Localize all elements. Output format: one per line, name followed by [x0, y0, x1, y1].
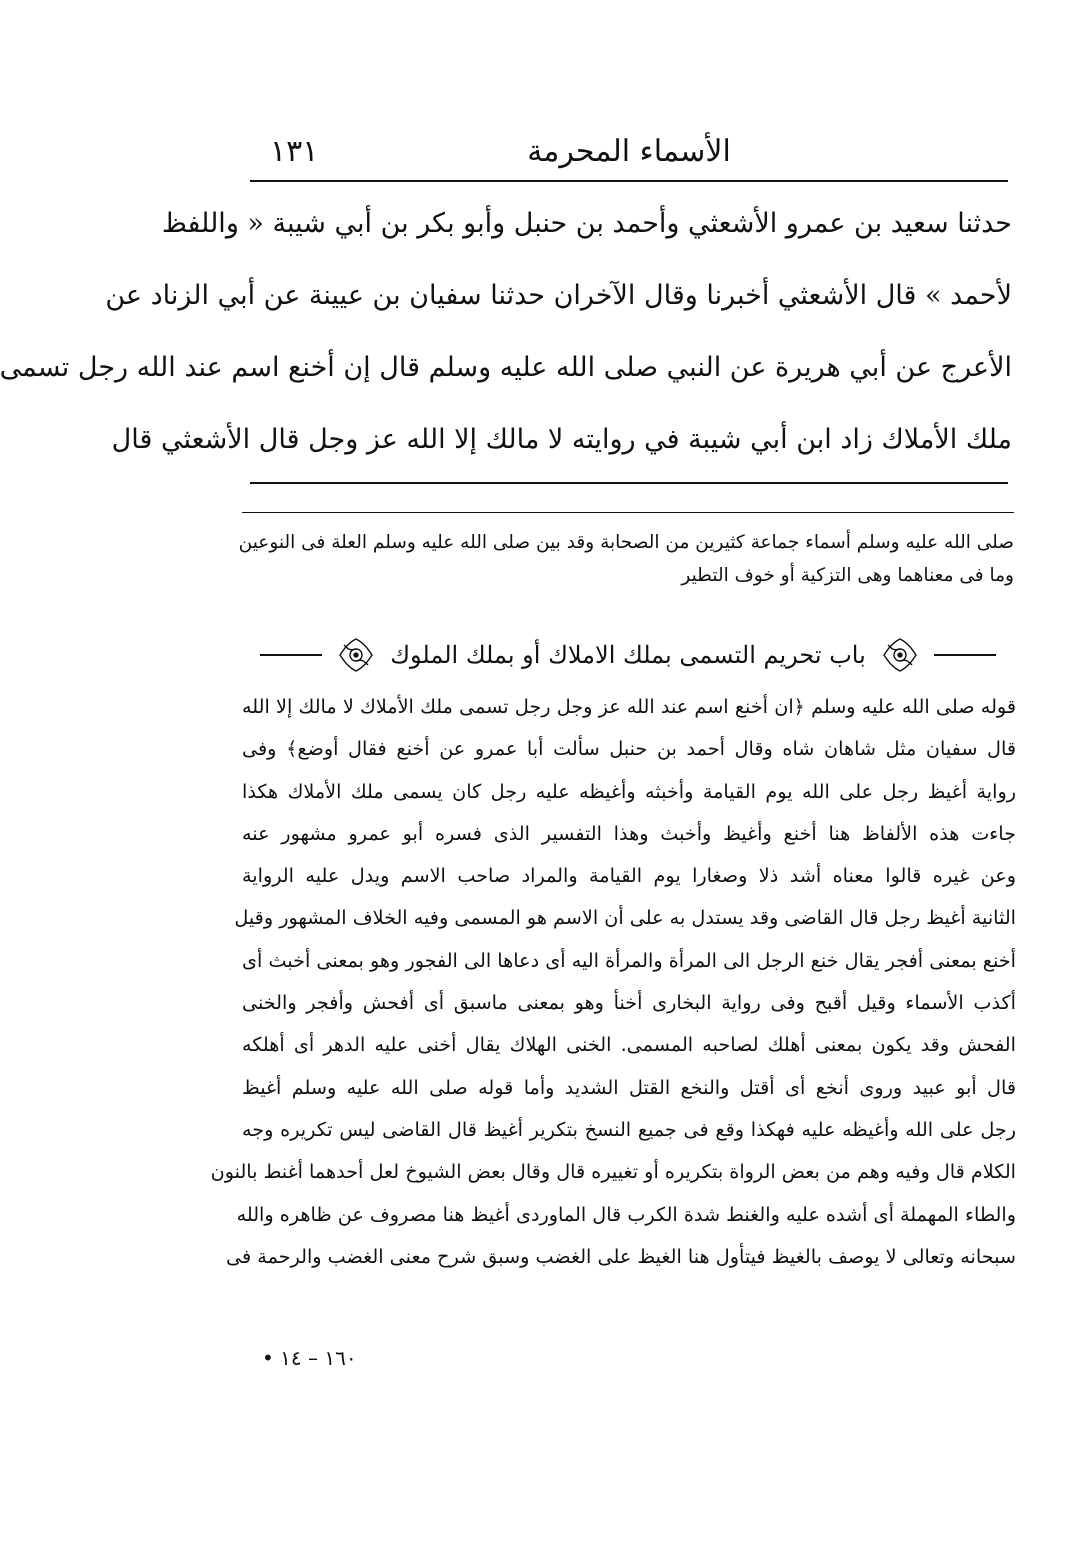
body-line: قوله صلى الله عليه وسلم ﴿ان أخنع اسم عند الله عز وجل رجل تسمى ملك الأملاك لا مالك إلا الله [242, 695, 1016, 718]
body-line: الفحش وقد يكون بمعنى أهلك لصاحبه المسمى. الخنى الهلاك يقال أخنى عليه الدهر أى أهلكه [242, 1033, 1016, 1057]
signature-mark: ١٦٠ – ١٤ • [262, 1346, 357, 1370]
running-title: الأسماء المحرمة [527, 134, 731, 169]
body-line: قال سفيان مثل شاهان شاه وقال أحمد بن حنبل سألت أبا عمرو عن أخنع فقال أوضع﴾ وفى [242, 737, 1016, 761]
commentary-line: وما فى معناهما وهى التزكية أو خوف التطير [681, 565, 1014, 586]
heading-dash-left [260, 654, 322, 656]
body-line: رواية أغيظ رجل على الله يوم القيامة وأخبثه وأغيظه عليه رجل كان يسمى ملك الأملاك هكذا [242, 779, 1016, 803]
heading-dash-right [934, 654, 996, 656]
commentary-rule [242, 512, 1014, 513]
page-number: ١٣١ [270, 134, 319, 169]
floral-ornament-icon [334, 635, 378, 675]
chapter-title: باب تحريم التسمى بملك الاملاك أو بملك الملوك [390, 641, 866, 669]
commentary-line: صلى الله عليه وسلم أسماء جماعة كثيرين من الصحابة وقد بين صلى الله عليه وسلم العلة فى النوعين [238, 532, 1014, 553]
body-line: قال أبو عبيد وروى أنخع أى أقتل والنخع القتل الشديد وأما قوله صلى الله عليه وسلم أغيظ [242, 1075, 1016, 1099]
hadith-text-block [0, 188, 1012, 478]
hadith-line: ملك الأملاك زاد ابن أبي شيبة في روايته لا مالك إلا الله عز وجل قال الأشعثي قال [111, 424, 1012, 455]
body-line: أكذب الأسماء وقيل أقبح وفى رواية البخارى أخنأ وهو بمعنى ماسبق أى أفحش وأفجر والخنى [242, 991, 1016, 1015]
body-line: الثانية أغيظ رجل قال القاضى وقد يستدل به على أن الاسم هو المسمى وفيه الخلاف المشهور وقيل [234, 906, 1016, 930]
hadith-line: الأعرج عن أبي هريرة عن النبي صلى الله عليه وسلم قال إن أخنع اسم عند الله رجل تسمى [0, 352, 1012, 383]
commentary-block [238, 526, 1014, 592]
floral-ornament-icon [878, 635, 922, 675]
body-line: والطاء المهملة أى أشده عليه والغنط شدة الكرب قال الماوردى أغيظ هنا مصروف عن ظاهره والله [236, 1202, 1016, 1226]
hadith-line: حدثنا سعيد بن عمرو الأشعثي وأحمد بن حنبل وأبو بكر بن أبي شيبة « واللفظ [161, 208, 1012, 239]
separator-rule [250, 482, 1008, 484]
chapter-heading [242, 630, 1014, 680]
body-line: الكلام قال وفيه وهم من بعض الرواة بتكريره أو تغييره قال وقال بعض الشيوخ لعل أحدهما أغنط بالنون [210, 1160, 1016, 1184]
body-line: وعن غيره قالوا معناه أشد ذلا وصغارا يوم القيامة والمراد صاحب الاسم ويدل عليه الرواية [242, 864, 1016, 888]
body-line: جاءت هذه الألفاظ هنا أخنع وأغيظ وأخبث وهذا التفسير الذى فسره أبو عمرو مشهور عنه [242, 821, 1016, 845]
hadith-line: لأحمد » قال الأشعثي أخبرنا وقال الآخران حدثنا سفيان بن عيينة عن أبي الزناد عن [105, 280, 1012, 311]
running-header [250, 128, 1008, 176]
body-line: سبحانه وتعالى لا يوصف بالغيظ فيتأول هنا الغيظ على الغضب وسبق شرح معنى الغضب والرحمة فى [226, 1244, 1016, 1268]
body-line: رجل على الله وأغيظه عليه فهكذا وقع فى جميع النسخ بتكرير أغيظ قال القاضى ليس تكريره وجه [242, 1117, 1016, 1141]
header-rule [250, 180, 1008, 182]
body-line: أخنع بمعنى أفجر يقال خنع الرجل الى المرأة والمرأة اليه أى دعاها الى الفجور وهو بمعنى أخبث أى [242, 948, 1016, 972]
commentary-body [210, 686, 1016, 1278]
